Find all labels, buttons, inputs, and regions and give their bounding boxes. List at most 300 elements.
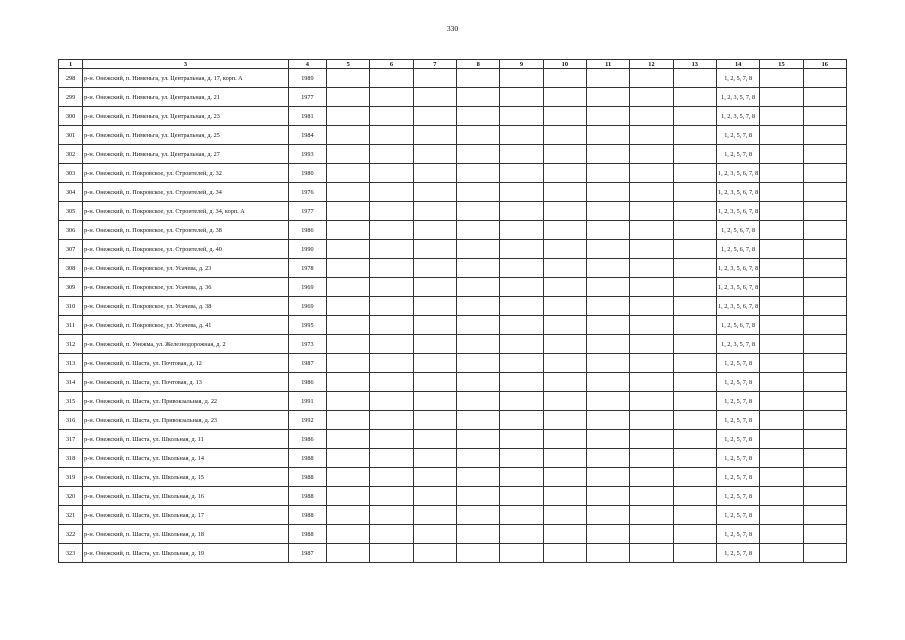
empty-cell (543, 430, 586, 449)
empty-cell (500, 107, 543, 126)
housing-registry-table (58, 59, 847, 563)
empty-cell (760, 88, 803, 107)
empty-cell (803, 411, 846, 430)
empty-cell (457, 430, 500, 449)
empty-cell (760, 430, 803, 449)
empty-cell (370, 126, 413, 145)
empty-cell (630, 335, 673, 354)
codes-cell: 1, 2, 3, 5, 7, 8 (716, 107, 759, 126)
empty-cell (630, 126, 673, 145)
empty-cell (673, 88, 716, 107)
empty-cell (630, 392, 673, 411)
empty-cell (413, 259, 456, 278)
address-cell: р-н. Онежский, п. Нименьга, ул. Центральная, д. 25 (83, 126, 289, 145)
empty-cell (673, 183, 716, 202)
year-cell: 1969 (288, 278, 326, 297)
year-cell: 1989 (288, 69, 326, 88)
empty-cell (803, 69, 846, 88)
empty-cell (370, 107, 413, 126)
empty-cell (543, 278, 586, 297)
empty-cell (673, 335, 716, 354)
empty-cell (543, 183, 586, 202)
row-number-cell: 307 (59, 240, 83, 259)
address-cell: р-н. Онежский, п. Нименьга, ул. Центральная, д. 17, корп. А (83, 69, 289, 88)
empty-cell (586, 354, 629, 373)
empty-cell (327, 449, 370, 468)
empty-cell (327, 316, 370, 335)
address-cell: р-н. Онежский, п. Покровское, ул. Усачева, д. 36 (83, 278, 289, 297)
empty-cell (630, 525, 673, 544)
empty-cell (543, 449, 586, 468)
empty-cell (543, 373, 586, 392)
empty-cell (630, 506, 673, 525)
empty-cell (630, 240, 673, 259)
empty-cell (673, 69, 716, 88)
year-cell: 1990 (288, 240, 326, 259)
codes-cell: 1, 2, 5, 6, 7, 8 (716, 240, 759, 259)
address-cell: р-н. Онежский, п. Покровское, ул. Усачева, д. 41 (83, 316, 289, 335)
empty-cell (543, 221, 586, 240)
codes-cell: 1, 2, 5, 7, 8 (716, 373, 759, 392)
codes-cell: 1, 2, 5, 7, 8 (716, 354, 759, 373)
empty-cell (413, 69, 456, 88)
empty-cell (673, 487, 716, 506)
empty-cell (327, 411, 370, 430)
row-number-cell: 317 (59, 430, 83, 449)
table-row (59, 411, 847, 430)
empty-cell (760, 316, 803, 335)
empty-cell (370, 449, 413, 468)
address-cell: р-н. Онежский, п. Шаста, ул. Школьная, д. 19 (83, 544, 289, 563)
empty-cell (586, 240, 629, 259)
column-header: 10 (543, 60, 586, 69)
empty-cell (457, 107, 500, 126)
table-row (59, 373, 847, 392)
empty-cell (457, 392, 500, 411)
empty-cell (500, 278, 543, 297)
row-number-cell: 309 (59, 278, 83, 297)
row-number-cell: 310 (59, 297, 83, 316)
year-cell: 1977 (288, 88, 326, 107)
empty-cell (673, 430, 716, 449)
year-cell: 1969 (288, 297, 326, 316)
empty-cell (760, 183, 803, 202)
empty-cell (370, 411, 413, 430)
empty-cell (457, 259, 500, 278)
row-number-cell: 298 (59, 69, 83, 88)
empty-cell (760, 468, 803, 487)
empty-cell (803, 525, 846, 544)
empty-cell (760, 392, 803, 411)
table-row (59, 354, 847, 373)
empty-cell (327, 487, 370, 506)
empty-cell (673, 373, 716, 392)
empty-cell (803, 316, 846, 335)
empty-cell (630, 278, 673, 297)
row-number-cell: 318 (59, 449, 83, 468)
empty-cell (500, 183, 543, 202)
codes-cell: 1, 2, 5, 7, 8 (716, 506, 759, 525)
table-row (59, 449, 847, 468)
year-cell: 1991 (288, 392, 326, 411)
address-cell: р-н. Онежский, п. Шаста, ул. Школьная, д. 14 (83, 449, 289, 468)
table-row (59, 88, 847, 107)
empty-cell (543, 145, 586, 164)
column-header: 13 (673, 60, 716, 69)
empty-cell (457, 468, 500, 487)
empty-cell (413, 468, 456, 487)
empty-cell (543, 354, 586, 373)
empty-cell (327, 506, 370, 525)
empty-cell (413, 202, 456, 221)
empty-cell (457, 411, 500, 430)
empty-cell (803, 373, 846, 392)
table-row (59, 297, 847, 316)
table-row (59, 107, 847, 126)
address-cell: р-н. Онежский, п. Покровское, ул. Строителей, д. 40 (83, 240, 289, 259)
empty-cell (543, 411, 586, 430)
codes-cell: 1, 2, 3, 5, 6, 7, 8 (716, 297, 759, 316)
empty-cell (457, 506, 500, 525)
empty-cell (370, 297, 413, 316)
empty-cell (673, 126, 716, 145)
empty-cell (586, 544, 629, 563)
empty-cell (586, 449, 629, 468)
empty-cell (630, 468, 673, 487)
table-row (59, 525, 847, 544)
empty-cell (500, 202, 543, 221)
empty-cell (586, 164, 629, 183)
empty-cell (413, 506, 456, 525)
row-number-cell: 312 (59, 335, 83, 354)
year-cell: 1993 (288, 145, 326, 164)
empty-cell (500, 259, 543, 278)
empty-cell (760, 506, 803, 525)
empty-cell (586, 278, 629, 297)
empty-cell (413, 126, 456, 145)
empty-cell (760, 449, 803, 468)
table-row (59, 316, 847, 335)
empty-cell (803, 240, 846, 259)
empty-cell (500, 449, 543, 468)
empty-cell (327, 392, 370, 411)
row-number-cell: 323 (59, 544, 83, 563)
codes-cell: 1, 2, 5, 7, 8 (716, 126, 759, 145)
codes-cell: 1, 2, 3, 5, 6, 7, 8 (716, 164, 759, 183)
empty-cell (760, 126, 803, 145)
empty-cell (673, 202, 716, 221)
empty-cell (500, 430, 543, 449)
empty-cell (370, 430, 413, 449)
empty-cell (760, 145, 803, 164)
codes-cell: 1, 2, 3, 5, 7, 8 (716, 88, 759, 107)
column-header: 6 (370, 60, 413, 69)
empty-cell (370, 316, 413, 335)
empty-cell (543, 126, 586, 145)
empty-cell (457, 164, 500, 183)
column-header: 8 (457, 60, 500, 69)
empty-cell (327, 126, 370, 145)
empty-cell (327, 221, 370, 240)
empty-cell (543, 335, 586, 354)
empty-cell (673, 259, 716, 278)
empty-cell (413, 544, 456, 563)
empty-cell (370, 354, 413, 373)
address-cell: р-н. Онежский, п. Покровское, ул. Строителей, д. 38 (83, 221, 289, 240)
empty-cell (760, 373, 803, 392)
empty-cell (586, 468, 629, 487)
empty-cell (586, 88, 629, 107)
empty-cell (543, 297, 586, 316)
empty-cell (500, 468, 543, 487)
empty-cell (500, 354, 543, 373)
column-header: 3 (83, 60, 289, 69)
empty-cell (457, 221, 500, 240)
empty-cell (413, 354, 456, 373)
codes-cell: 1, 2, 5, 7, 8 (716, 525, 759, 544)
empty-cell (630, 69, 673, 88)
empty-cell (803, 506, 846, 525)
empty-cell (370, 506, 413, 525)
codes-cell: 1, 2, 5, 7, 8 (716, 449, 759, 468)
row-number-cell: 303 (59, 164, 83, 183)
empty-cell (803, 164, 846, 183)
empty-cell (370, 259, 413, 278)
empty-cell (500, 373, 543, 392)
empty-cell (673, 468, 716, 487)
empty-cell (760, 69, 803, 88)
empty-cell (413, 145, 456, 164)
table-row (59, 335, 847, 354)
empty-cell (630, 316, 673, 335)
empty-cell (803, 449, 846, 468)
empty-cell (413, 373, 456, 392)
table-row (59, 145, 847, 164)
empty-cell (370, 240, 413, 259)
empty-cell (803, 468, 846, 487)
address-cell: р-н. Онежский, п. Шаста, ул. Школьная, д. 11 (83, 430, 289, 449)
column-header: 1 (59, 60, 83, 69)
empty-cell (803, 183, 846, 202)
year-cell: 1995 (288, 316, 326, 335)
empty-cell (760, 221, 803, 240)
empty-cell (630, 411, 673, 430)
empty-cell (327, 278, 370, 297)
empty-cell (803, 544, 846, 563)
codes-cell: 1, 2, 5, 7, 8 (716, 392, 759, 411)
empty-cell (760, 164, 803, 183)
row-number-cell: 314 (59, 373, 83, 392)
empty-cell (500, 69, 543, 88)
row-number-cell: 305 (59, 202, 83, 221)
empty-cell (586, 202, 629, 221)
empty-cell (673, 354, 716, 373)
empty-cell (370, 183, 413, 202)
empty-cell (413, 430, 456, 449)
codes-cell: 1, 2, 5, 7, 8 (716, 430, 759, 449)
empty-cell (457, 88, 500, 107)
empty-cell (543, 69, 586, 88)
address-cell: р-н. Онежский, п. Нименьга, ул. Центральная, д. 23 (83, 107, 289, 126)
empty-cell (673, 164, 716, 183)
table-row (59, 183, 847, 202)
address-cell: р-н. Онежский, п. Шаста, ул. Почтовая, д. 12 (83, 354, 289, 373)
page-number: 330 (446, 24, 459, 33)
empty-cell (630, 297, 673, 316)
empty-cell (543, 164, 586, 183)
empty-cell (327, 373, 370, 392)
empty-cell (543, 88, 586, 107)
empty-cell (673, 316, 716, 335)
empty-cell (500, 145, 543, 164)
empty-cell (630, 164, 673, 183)
empty-cell (413, 221, 456, 240)
empty-cell (673, 145, 716, 164)
empty-cell (586, 392, 629, 411)
table-row (59, 221, 847, 240)
year-cell: 1986 (288, 430, 326, 449)
empty-cell (370, 335, 413, 354)
column-header: 11 (586, 60, 629, 69)
table-row (59, 392, 847, 411)
codes-cell: 1, 2, 3, 5, 7, 8 (716, 335, 759, 354)
empty-cell (457, 183, 500, 202)
table-row (59, 468, 847, 487)
empty-cell (760, 487, 803, 506)
empty-cell (586, 69, 629, 88)
empty-cell (586, 430, 629, 449)
empty-cell (543, 544, 586, 563)
empty-cell (673, 449, 716, 468)
empty-cell (413, 449, 456, 468)
empty-cell (803, 278, 846, 297)
year-cell: 1987 (288, 544, 326, 563)
empty-cell (586, 506, 629, 525)
year-cell: 1977 (288, 202, 326, 221)
address-cell: р-н. Онежский, п. Шаста, ул. Школьная, д. 18 (83, 525, 289, 544)
row-number-cell: 316 (59, 411, 83, 430)
address-cell: р-н. Онежский, п. Нименьга, ул. Центральная, д. 27 (83, 145, 289, 164)
table-header-row (59, 60, 847, 69)
empty-cell (500, 335, 543, 354)
empty-cell (413, 525, 456, 544)
empty-cell (413, 107, 456, 126)
column-header: 9 (500, 60, 543, 69)
empty-cell (803, 430, 846, 449)
empty-cell (760, 354, 803, 373)
year-cell: 1980 (288, 164, 326, 183)
empty-cell (413, 392, 456, 411)
empty-cell (327, 202, 370, 221)
empty-cell (327, 145, 370, 164)
empty-cell (630, 449, 673, 468)
empty-cell (630, 544, 673, 563)
row-number-cell: 302 (59, 145, 83, 164)
empty-cell (327, 525, 370, 544)
table-row (59, 202, 847, 221)
empty-cell (413, 278, 456, 297)
empty-cell (586, 297, 629, 316)
empty-cell (543, 506, 586, 525)
empty-cell (630, 221, 673, 240)
empty-cell (543, 240, 586, 259)
empty-cell (673, 544, 716, 563)
year-cell: 1976 (288, 183, 326, 202)
column-header: 5 (327, 60, 370, 69)
empty-cell (370, 373, 413, 392)
address-cell: р-н. Онежский, п. Нименьга, ул. Центральная, д. 21 (83, 88, 289, 107)
empty-cell (413, 297, 456, 316)
empty-cell (327, 164, 370, 183)
empty-cell (370, 525, 413, 544)
empty-cell (500, 88, 543, 107)
empty-cell (630, 487, 673, 506)
empty-cell (370, 278, 413, 297)
column-header: 14 (716, 60, 759, 69)
year-cell: 1988 (288, 525, 326, 544)
row-number-cell: 313 (59, 354, 83, 373)
empty-cell (413, 487, 456, 506)
empty-cell (586, 145, 629, 164)
empty-cell (327, 297, 370, 316)
empty-cell (586, 525, 629, 544)
year-cell: 1988 (288, 506, 326, 525)
empty-cell (760, 297, 803, 316)
empty-cell (500, 164, 543, 183)
codes-cell: 1, 2, 3, 5, 6, 7, 8 (716, 259, 759, 278)
empty-cell (457, 335, 500, 354)
row-number-cell: 320 (59, 487, 83, 506)
empty-cell (543, 525, 586, 544)
empty-cell (543, 392, 586, 411)
empty-cell (327, 259, 370, 278)
empty-cell (370, 69, 413, 88)
year-cell: 1986 (288, 221, 326, 240)
empty-cell (803, 88, 846, 107)
empty-cell (457, 145, 500, 164)
codes-cell: 1, 2, 5, 6, 7, 8 (716, 221, 759, 240)
empty-cell (630, 88, 673, 107)
codes-cell: 1, 2, 5, 6, 7, 8 (716, 316, 759, 335)
codes-cell: 1, 2, 5, 7, 8 (716, 544, 759, 563)
empty-cell (630, 183, 673, 202)
empty-cell (803, 221, 846, 240)
codes-cell: 1, 2, 5, 7, 8 (716, 69, 759, 88)
empty-cell (370, 145, 413, 164)
table-row (59, 430, 847, 449)
empty-cell (586, 221, 629, 240)
address-cell: р-н. Онежский, п. Шаста, ул. Привокзальная, д. 23 (83, 411, 289, 430)
empty-cell (327, 354, 370, 373)
year-cell: 1986 (288, 373, 326, 392)
address-cell: р-н. Онежский, п. Покровское, ул. Строителей, д. 34 (83, 183, 289, 202)
empty-cell (327, 240, 370, 259)
empty-cell (803, 107, 846, 126)
empty-cell (500, 544, 543, 563)
codes-cell: 1, 2, 5, 7, 8 (716, 487, 759, 506)
codes-cell: 1, 2, 3, 5, 6, 7, 8 (716, 183, 759, 202)
address-cell: р-н. Онежский, п. Шаста, ул. Школьная, д. 16 (83, 487, 289, 506)
year-cell: 1988 (288, 468, 326, 487)
empty-cell (500, 126, 543, 145)
empty-cell (760, 107, 803, 126)
year-cell: 1987 (288, 354, 326, 373)
empty-cell (370, 392, 413, 411)
row-number-cell: 319 (59, 468, 83, 487)
empty-cell (457, 278, 500, 297)
empty-cell (457, 69, 500, 88)
empty-cell (457, 449, 500, 468)
